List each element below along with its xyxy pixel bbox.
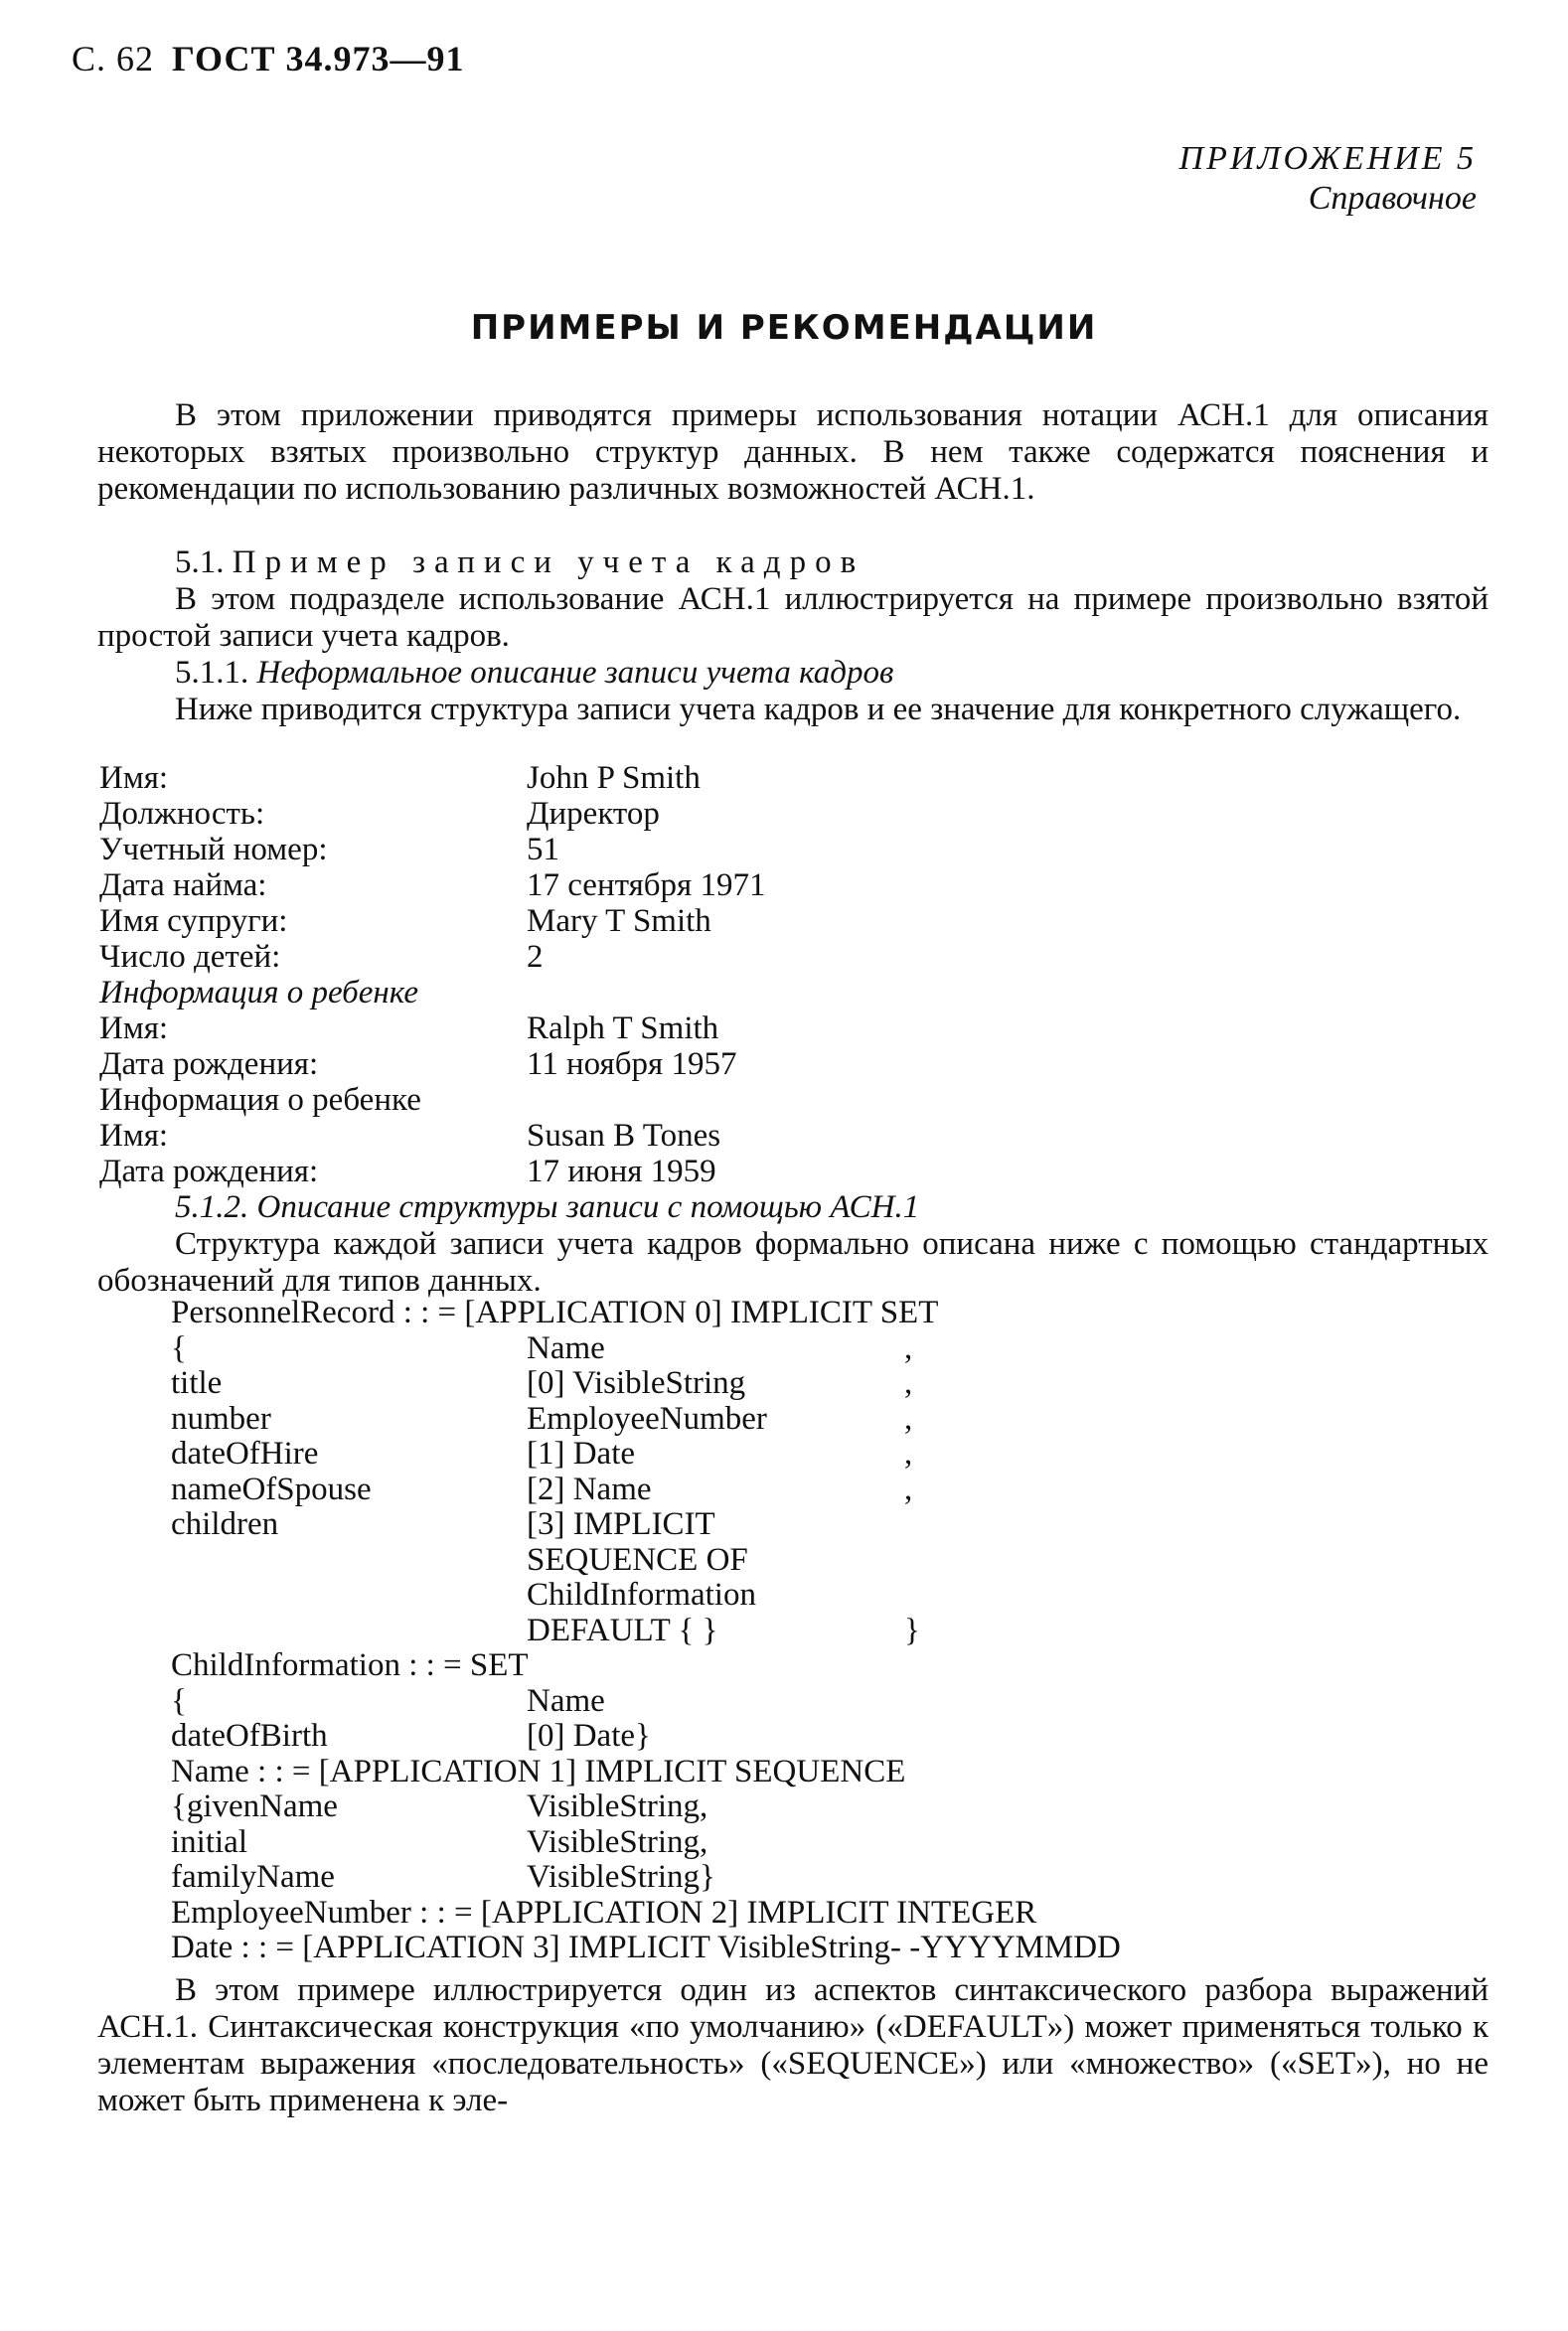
field-label: Имя: — [99, 760, 169, 796]
code-token: VisibleString, — [527, 1823, 708, 1860]
field-value: 17 июня 1959 — [527, 1154, 716, 1189]
code-line — [99, 1719, 1490, 1755]
appendix-number: ПРИЛОЖЕНИЕ 5 — [1178, 140, 1477, 177]
code-token: children — [171, 1506, 279, 1542]
code-token: SEQUENCE OF — [527, 1541, 748, 1578]
field-value: Директор — [527, 796, 660, 832]
section-heading-text: Неформальное описание записи учета кадров — [256, 655, 894, 691]
field-value: 2 — [527, 939, 544, 975]
code-token: number — [171, 1400, 271, 1437]
section-heading-text: Описание структуры записи с помощью АСН.1 — [256, 1189, 920, 1225]
appendix-type: Справочное — [1308, 180, 1477, 217]
code-token: VisibleString, — [527, 1788, 708, 1824]
code-line — [99, 1473, 1490, 1508]
code-token: , — [904, 1471, 913, 1507]
code-token: dateOfHire — [171, 1436, 319, 1472]
code-token: Name — [527, 1682, 605, 1719]
code-token: , — [904, 1436, 913, 1472]
code-line — [99, 1366, 1490, 1402]
code-token: [1] Date — [527, 1436, 636, 1472]
code-token: [3] IMPLICIT — [527, 1506, 715, 1542]
code-token: [0] VisibleString — [527, 1365, 746, 1401]
field-label: Дата рождения: — [99, 1154, 319, 1189]
code-token: [2] Name — [527, 1471, 652, 1507]
personnel-record-fields — [99, 760, 1093, 1189]
field-label: Учетный номер: — [99, 832, 328, 867]
record-row — [99, 1118, 1093, 1154]
record-row — [99, 832, 1093, 867]
record-row — [99, 903, 1093, 939]
field-value: 51 — [527, 832, 559, 867]
field-label: Дата рождения: — [99, 1046, 319, 1082]
code-line — [99, 1543, 1490, 1579]
field-label: Должность: — [99, 796, 265, 832]
code-line: Name : : = [APPLICATION 1] IMPLICIT SEQUENCE — [171, 1753, 906, 1789]
record-row — [99, 760, 1093, 796]
code-line — [99, 1789, 1490, 1825]
record-row — [99, 1010, 1093, 1046]
appendix-label — [1179, 139, 1477, 219]
code-token: [0] Date} — [527, 1718, 651, 1754]
code-line — [99, 1614, 1490, 1649]
field-label: Имя: — [99, 1118, 169, 1154]
code-token: initial — [171, 1823, 247, 1860]
code-token: dateOfBirth — [171, 1718, 328, 1754]
code-token: , — [904, 1329, 913, 1366]
record-row — [99, 939, 1093, 975]
code-line — [99, 1402, 1490, 1438]
intro-paragraph: В этом приложении приводятся примеры использования нотации АСН.1 для описания некоторых взятых произвольно структур данных. В нем также содержатся пояснения и рекомендации по использованию различных возможностей АСН.1. — [97, 397, 1489, 507]
code-token: , — [904, 1400, 913, 1437]
section-number: 5.1.1. — [175, 655, 249, 691]
field-label: Число детей: — [99, 939, 281, 975]
code-line: Date : : = [APPLICATION 3] IMPLICIT VisibleString- -YYYYMMDD — [171, 1930, 1121, 1965]
record-row — [99, 867, 1093, 903]
code-token: EmployeeNumber — [527, 1400, 767, 1437]
code-line — [99, 1507, 1490, 1543]
section-5-1-1-heading — [97, 655, 1489, 692]
code-line — [99, 1331, 1490, 1367]
section-title: ПРИМЕРЫ И РЕКОМЕНДАЦИИ — [470, 308, 1098, 348]
code-token: { — [171, 1329, 187, 1366]
section-5-1-2-heading — [97, 1189, 1489, 1226]
code-token: DEFAULT { } — [527, 1612, 718, 1648]
field-value: John P Smith — [527, 760, 701, 796]
code-token: , — [904, 1365, 913, 1401]
record-row — [99, 796, 1093, 832]
field-value: 17 сентября 1971 — [527, 867, 766, 903]
closing-paragraph: В этом примере иллюстрируется один из аспектов синтаксического разбора выражений АСН.1. Синтаксическая конструкция «по умолчанию» («DEFAULT») может применяться только к элементам выражения «последовательность» («SEQUENCE») или «множество» («SET»), но не может быть применена к эле- — [97, 1972, 1489, 2118]
field-value: 11 ноября 1957 — [527, 1046, 737, 1082]
field-value: Ralph T Smith — [527, 1010, 719, 1046]
child-info-label-1: Информация о ребенке — [99, 975, 419, 1010]
code-line: ChildInformation : : = SET — [171, 1647, 529, 1683]
code-token: } — [904, 1612, 920, 1648]
section-5-1-heading — [97, 544, 1489, 581]
code-token: nameOfSpouse — [171, 1471, 372, 1507]
code-line — [99, 1578, 1490, 1614]
field-label: Имя: — [99, 1010, 169, 1046]
code-token: { — [171, 1682, 187, 1719]
record-row — [99, 1154, 1093, 1189]
section-5-1-1-text: Ниже приводится структура записи учета кадров и ее значение для конкретного служащего. — [175, 692, 1462, 727]
code-token: VisibleString} — [527, 1859, 715, 1895]
code-line — [99, 1684, 1490, 1720]
code-token: ChildInformation — [527, 1577, 756, 1613]
child-info-label-2: Информация о ребенке — [99, 1082, 421, 1118]
section-number: 5.1.2. — [175, 1189, 249, 1225]
field-value: Susan B Tones — [527, 1118, 721, 1154]
standard-number: ГОСТ 34.973—91 — [172, 39, 465, 78]
code-token: familyName — [171, 1859, 335, 1895]
code-token — [99, 1543, 527, 1579]
code-line: PersonnelRecord : : = [APPLICATION 0] IMPLICIT SET — [171, 1295, 939, 1330]
code-line — [99, 1437, 1490, 1473]
code-line: EmployeeNumber : : = [APPLICATION 2] IMPLICIT INTEGER — [171, 1894, 1037, 1931]
code-token: Name — [527, 1329, 605, 1366]
page-number: С. 62 — [72, 39, 155, 78]
section-heading-text: Пример записи учета кадров — [232, 544, 865, 580]
record-row — [99, 1046, 1093, 1082]
page-header — [72, 38, 464, 79]
section-5-1-2-text: Структура каждой записи учета кадров формально описана ниже с помощью стандартных обозначений для типов данных. — [97, 1226, 1489, 1299]
code-line — [99, 1825, 1490, 1861]
field-label: Дата найма: — [99, 867, 267, 903]
section-5-1-text: В этом подразделе использование АСН.1 иллюстрируется на примере произвольно взятой простой записи учета кадров. — [97, 581, 1489, 654]
field-label: Имя супруги: — [99, 903, 288, 939]
code-token: title — [171, 1365, 223, 1401]
code-token — [99, 1578, 527, 1614]
asn1-definition — [99, 1296, 1490, 1966]
code-line — [99, 1860, 1490, 1896]
field-value: Mary T Smith — [527, 903, 711, 939]
code-token: {givenName — [171, 1788, 338, 1824]
section-number: 5.1. — [175, 544, 225, 580]
code-token — [99, 1614, 527, 1649]
